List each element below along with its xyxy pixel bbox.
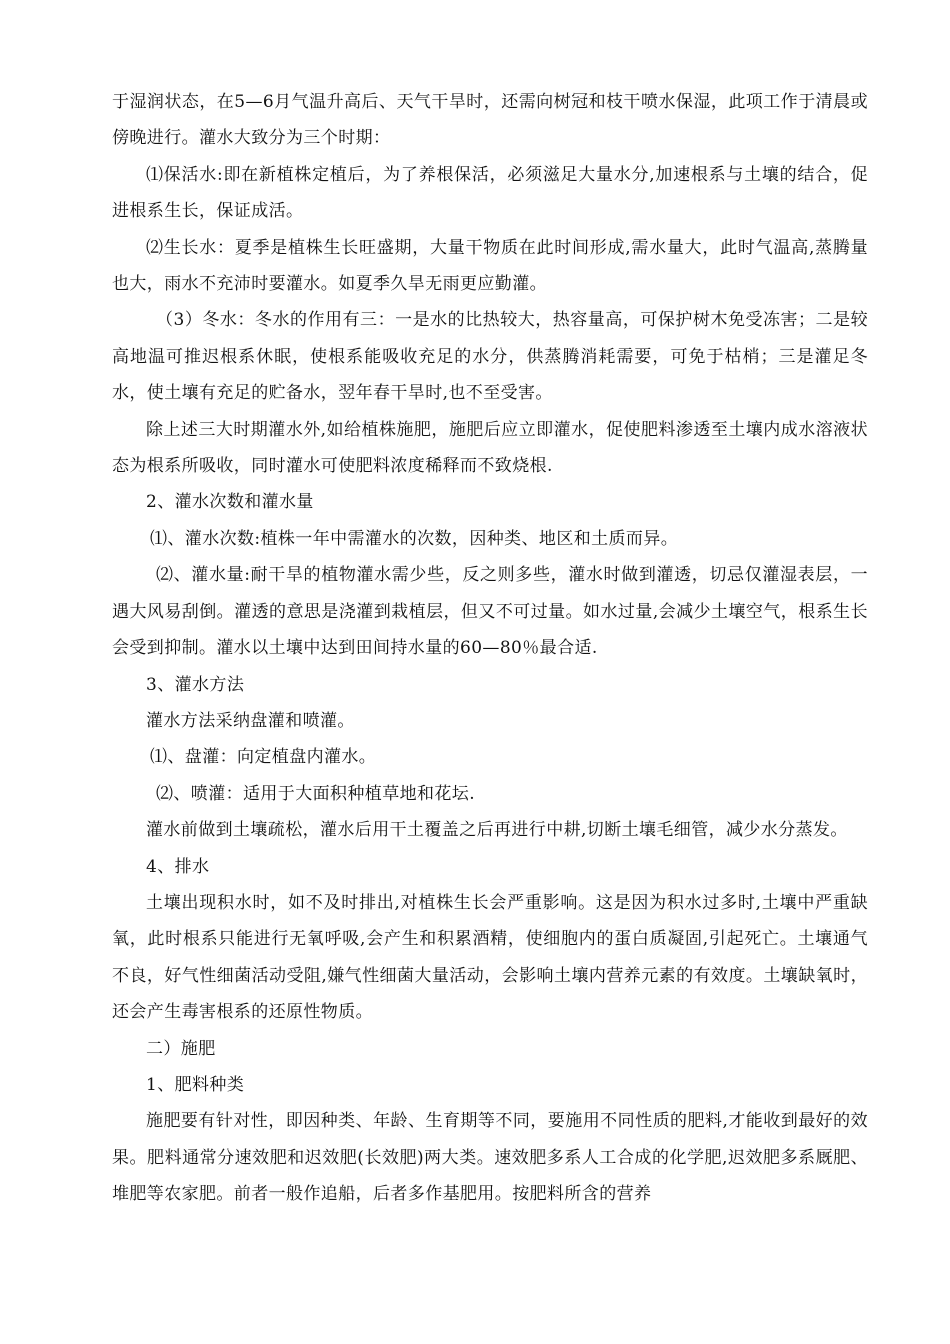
paragraph-winter-water: （3）冬水：冬水的作用有三：一是水的比热较大，热容量高，可保护树木免受冻害；二是较高地温可推迟根系休眠，使根系能吸收充足的水分，供蒸腾消耗需要，可免于枯梢；三是灌足冬水，使土壤有充足的贮备水，翌年春干旱时,也不至受害。 bbox=[112, 310, 868, 404]
paragraph-soil-loosening: 灌水前做到土壤疏松，灌水后用干土覆盖之后再进行中耕,切断土壤毛细管，减少水分蒸发。 bbox=[146, 820, 848, 841]
paragraph-survival-water: ⑴保活水:即在新植株定植后，为了养根保活，必须滋足大量水分,加速根系与土壤的结合，促进根系生长，保证成活。 bbox=[112, 164, 868, 222]
paragraph-fertilizer-types: 施肥要有针对性，即因种类、年龄、生育期等不同，要施用不同性质的肥料,才能收到最好的效果。肥料通常分速效肥和迟效肥(长效肥)两大类。速效肥多系人工合成的化学肥,迟效肥多系厩肥、堆肥等农家肥。前者一般作追船，后者多作基肥用。按肥料所含的营养 bbox=[112, 1111, 868, 1205]
paragraph-sprinkler-irrigation: ⑵、喷灌：适用于大面积种植草地和花坛. bbox=[156, 783, 476, 804]
section-heading-watering-method: 3、灌水方法 bbox=[146, 674, 245, 695]
document-body bbox=[112, 84, 868, 1213]
section-heading-drainage: 4、排水 bbox=[146, 856, 210, 877]
paragraph-spring-watering: 于湿润状态，在5—6月气温升高后、天气干旱时，还需向树冠和枝干喷水保湿，此项工作于清晨或傍晚进行。灌水大致分为三个时期： bbox=[112, 92, 868, 149]
paragraph-fertilizer-watering: 除上述三大时期灌水外,如给植株施肥，施肥后应立即灌水，促使肥料渗透至土壤内成水溶液状态为根系所吸收，同时灌水可使肥料浓度稀释而不致烧根. bbox=[112, 419, 868, 477]
paragraph-method-intro: 灌水方法采纳盘灌和喷灌。 bbox=[146, 710, 355, 731]
paragraph-watering-amount: ⑵、灌水量:耐干旱的植物灌水需少些，反之则多些，灌水时做到灌透，切忌仅灌湿表层，一遇大风易刮倒。灌透的意思是浇灌到栽植层，但又不可过量。如水过量,会减少土壤空气，根系生长会受到抑制。灌水以土壤中达到田间持水量的60—80％最合适. bbox=[112, 565, 868, 659]
paragraph-growth-water: ⑵生长水：夏季是植株生长旺盛期，大量干物质在此时间形成,需水量大，此时气温高,蒸腾量也大，雨水不充沛时要灌水。如夏季久旱无雨更应勤灌。 bbox=[112, 237, 868, 295]
section-heading-fertilization: 二）施肥 bbox=[146, 1038, 216, 1059]
section-heading-fertilizer-types: 1、肥料种类 bbox=[146, 1074, 245, 1095]
paragraph-drainage: 土壤出现积水时，如不及时排出,对植株生长会严重影响。这是因为积水过多时,土壤中严重缺氧，此时根系只能进行无氧呼吸,会产生和积累酒精，使细胞内的蛋白质凝固,引起死亡。土壤通气不良，好气性细菌活动受阻,嫌气性细菌大量活动，会影响土壤内营养元素的有效度。土壤缺氧时，还会产生毒害根系的还原性物质。 bbox=[112, 892, 868, 1023]
section-heading-watering-frequency: 2、灌水次数和灌水量 bbox=[146, 492, 314, 513]
paragraph-watering-times: ⑴、灌水次数:植株一年中需灌水的次数，因种类、地区和土质而异。 bbox=[150, 528, 679, 549]
paragraph-basin-irrigation: ⑴、盘灌：向定植盘内灌水。 bbox=[150, 747, 377, 768]
